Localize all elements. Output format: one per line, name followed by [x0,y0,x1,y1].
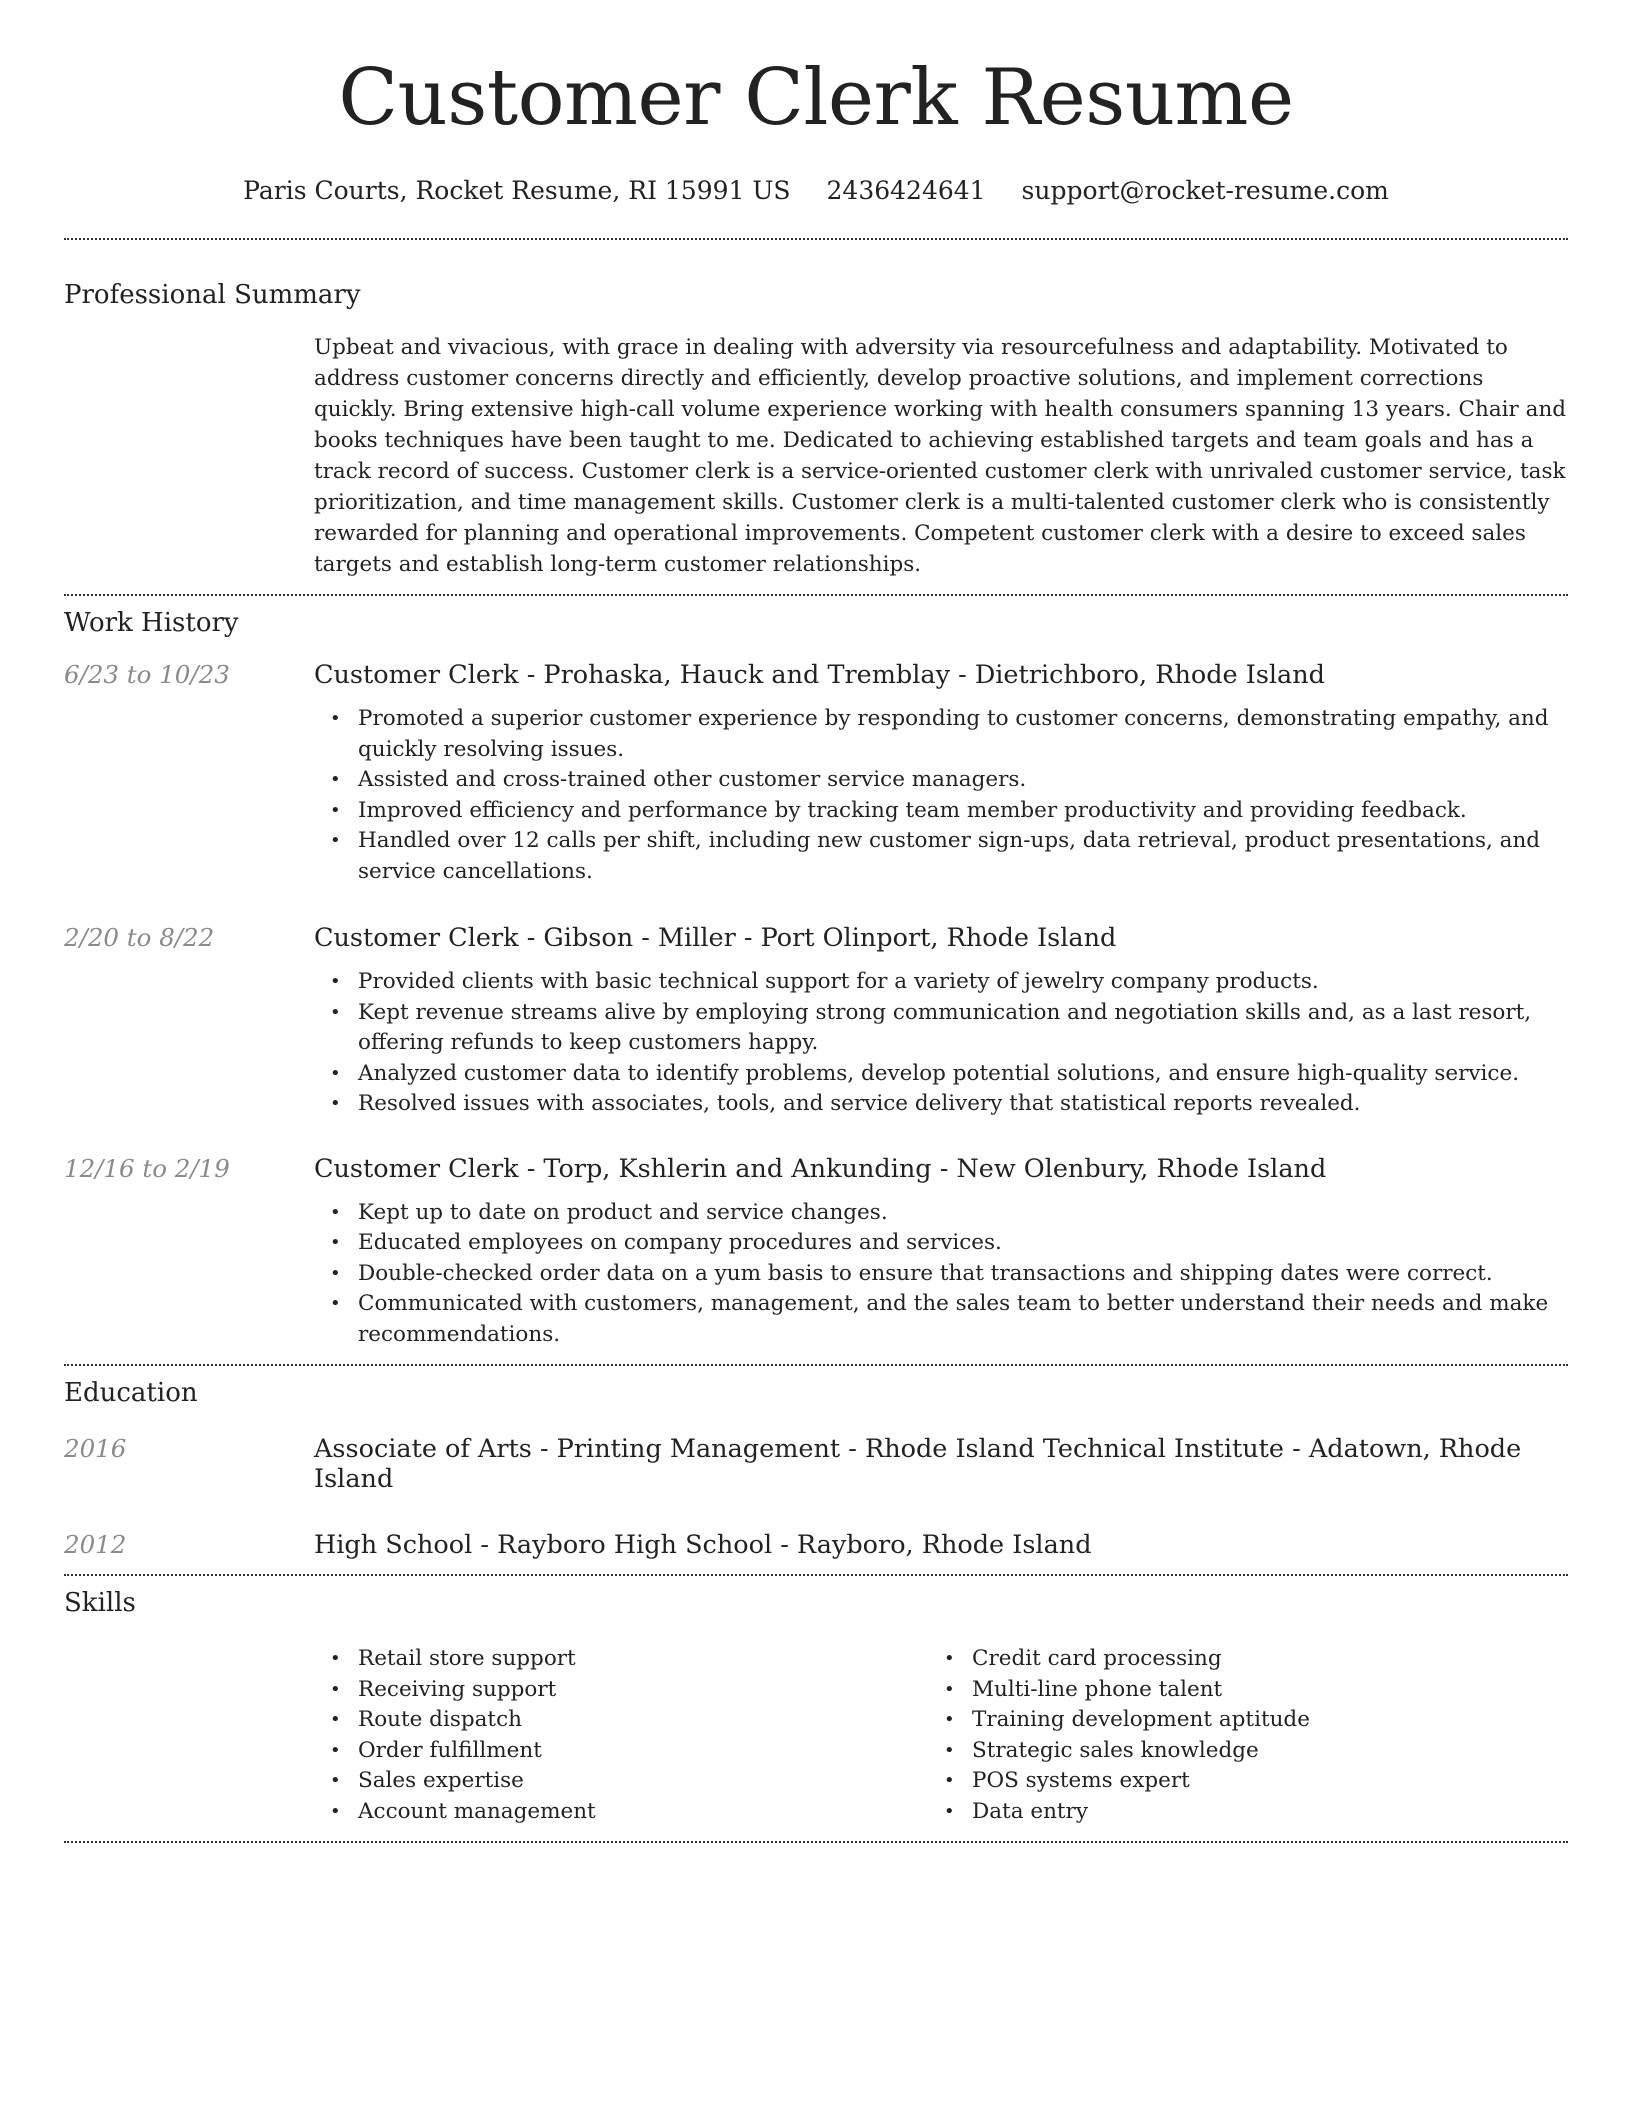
job-bullet: • Double-checked order data on a yum basis to ensure that transactions and shipping dates were correct. [314,1259,1568,1290]
job-heading: Customer Clerk - Gibson - Miller - Port Olinport, Rhode Island [314,923,1117,953]
contact-phone: 2436424641 [826,176,986,205]
job-entry [64,1154,1568,1351]
divider [64,594,1568,596]
skill-item: • Multi-line phone talent [928,1675,1542,1706]
education-entry [64,1530,1568,1560]
job-entry [64,660,1568,887]
skills-list-right [928,1644,1542,1827]
job-dates: 6/23 to 10/23 [64,660,230,689]
divider [64,1364,1568,1366]
job-bullet: • Educated employees on company procedures and services. [314,1228,1568,1259]
skills-list-left [314,1644,928,1827]
job-bullet: • Resolved issues with associates, tools, and service delivery that statistical reports revealed. [314,1089,1568,1120]
skill-item: • Data entry [928,1797,1542,1828]
education-heading: High School - Rayboro High School - Rayboro, Rhode Island [314,1530,1092,1560]
education-year: 2016 [64,1434,127,1463]
skills-columns [314,1644,1568,1827]
divider [64,238,1568,240]
skill-item: • Strategic sales knowledge [928,1736,1542,1767]
skill-item: • Route dispatch [314,1705,928,1736]
job-bullets [314,967,1568,1120]
education-heading: Associate of Arts - Printing Management - Rhode Island Technical Institute - Adatown, Rhode Island [314,1434,1522,1494]
job-bullet: • Kept revenue streams alive by employing strong communication and negotiation skills and, as a last resort, offering refunds to keep customers happy. [314,998,1568,1059]
section-title-education: Education [64,1378,198,1408]
job-bullet: • Promoted a superior customer experience by responding to customer concerns, demonstrating empathy, and quickly resolving issues. [314,704,1568,765]
resume-name: Customer Clerk Resume [338,53,1294,143]
job-bullet: • Kept up to date on product and service changes. [314,1198,1568,1229]
job-heading: Customer Clerk - Prohaska, Hauck and Tremblay - Dietrichboro, Rhode Island [314,660,1326,690]
job-bullet: • Analyzed customer data to identify problems, develop potential solutions, and ensure high-quality service. [314,1059,1568,1090]
summary-text: Upbeat and vivacious, with grace in dealing with adversity via resourcefulness and adaptability. Motivated to address customer concerns directly and efficiently, develop proactive solutions, and implement corrections quickly. Bring extensive high-call volume experience working with health consumers spanning 13 years. Chair and books techniques have been taught to me. Dedicated to achieving established targets and team goals and has a track record of success. Customer clerk is a service-oriented customer clerk with unrivaled customer service, task prioritization, and time management skills. Customer clerk is a multi-talented customer clerk who is consistently rewarded for planning and operational improvements. Competent customer clerk with a desire to exceed sales targets and establish long-term customer relationships. [314,335,1567,577]
education-year: 2012 [64,1530,127,1559]
divider [64,1574,1568,1576]
job-bullet: • Provided clients with basic technical support for a variety of jewelry company products. [314,967,1568,998]
contact-email: support@rocket-resume.com [1021,176,1389,205]
skill-item: • Training development aptitude [928,1705,1542,1736]
job-bullets [314,1198,1568,1351]
job-bullets [314,704,1568,887]
job-entry [64,923,1568,1120]
job-heading: Customer Clerk - Torp, Kshlerin and Ankunding - New Olenbury, Rhode Island [314,1153,1327,1184]
job-bullet: • Improved efficiency and performance by tracking team member productivity and providing feedback. [314,796,1568,827]
job-bullet: • Handled over 12 calls per shift, including new customer sign-ups, data retrieval, product presentations, and service cancellations. [314,826,1568,887]
section-title-summary: Professional Summary [64,280,361,310]
skill-item: • Credit card processing [928,1644,1542,1675]
contact-line [0,174,1632,208]
skill-item: • Sales expertise [314,1766,928,1797]
section-title-skills: Skills [64,1588,136,1618]
skill-item: • Retail store support [314,1644,928,1675]
skill-item: • Receiving support [314,1675,928,1706]
skill-item: • Account management [314,1797,928,1828]
job-bullet: • Assisted and cross-trained other customer service managers. [314,765,1568,796]
job-bullet: • Communicated with customers, management, and the sales team to better understand their needs and make recommendations. [314,1289,1568,1350]
job-dates: 2/20 to 8/22 [64,923,215,952]
contact-address: Paris Courts, Rocket Resume, RI 15991 US [243,176,791,205]
section-title-work-history: Work History [64,608,239,638]
education-entry [64,1434,1568,1494]
skill-item: • Order fulfillment [314,1736,928,1767]
skill-item: • POS systems expert [928,1766,1542,1797]
divider [64,1841,1568,1843]
job-dates: 12/16 to 2/19 [64,1153,230,1183]
